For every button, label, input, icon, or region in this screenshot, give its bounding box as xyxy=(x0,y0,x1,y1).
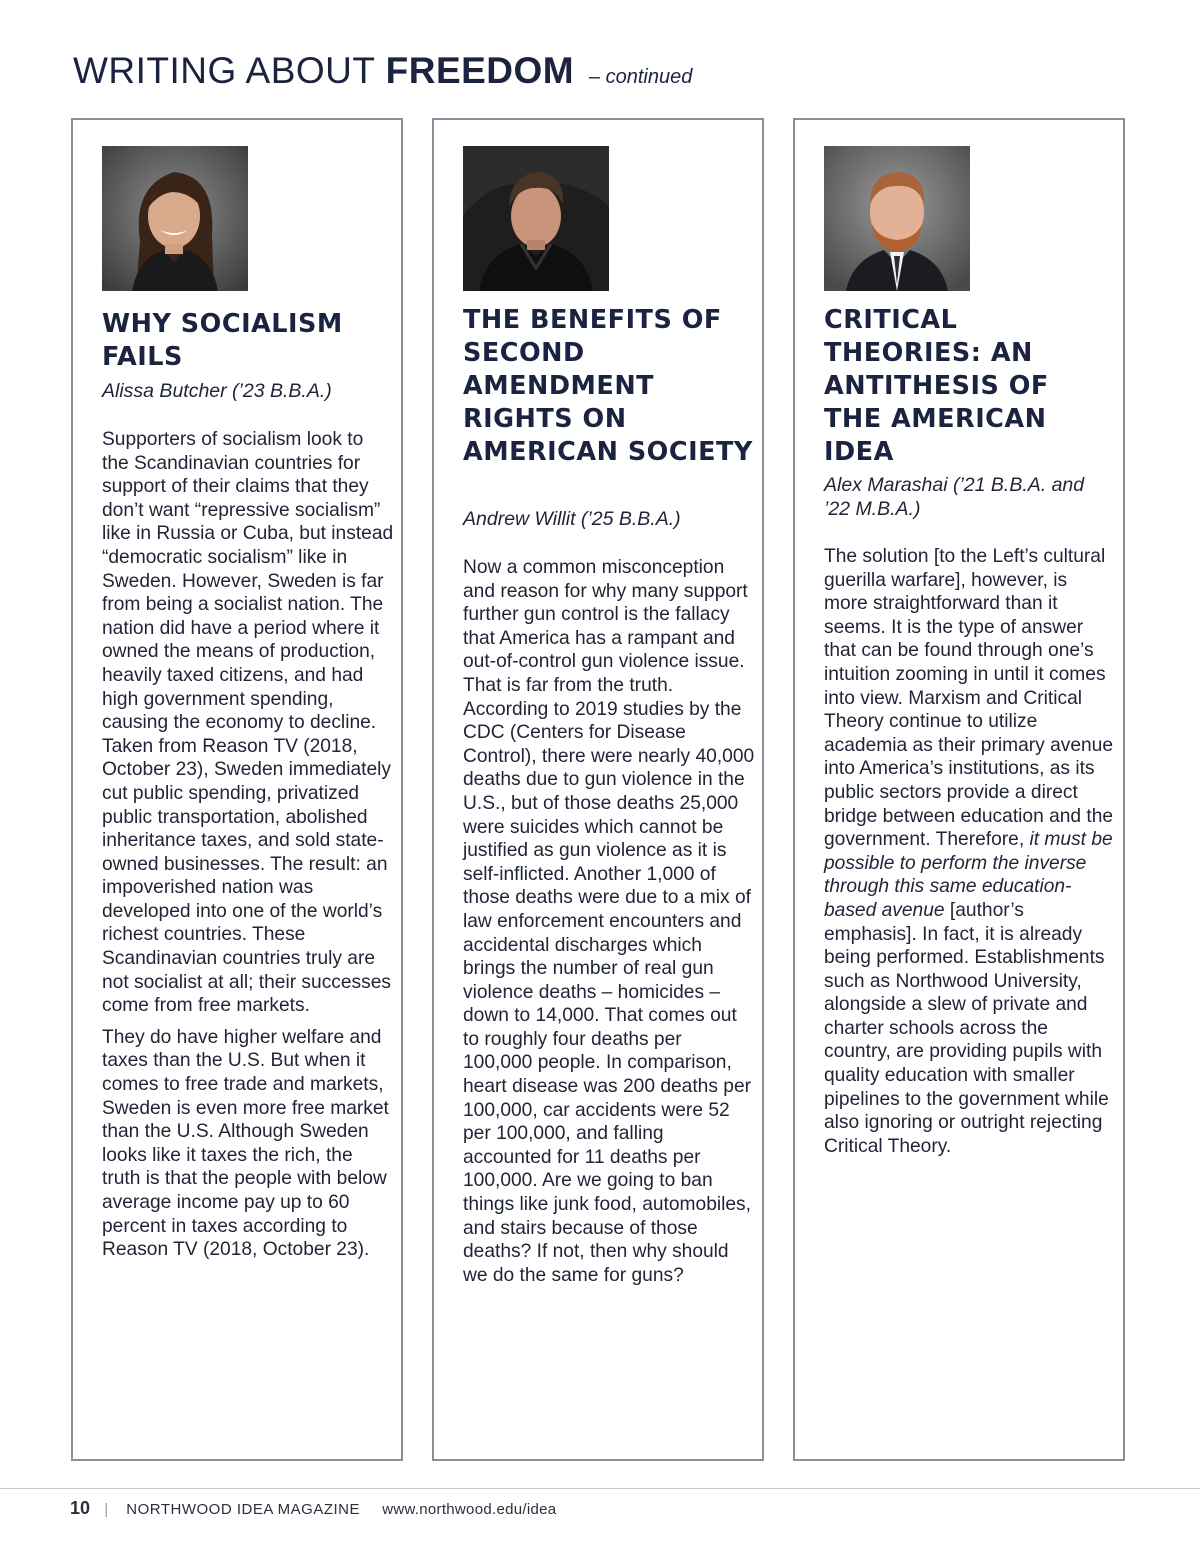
article-title: WHY SOCIALISM FAILS xyxy=(102,309,343,372)
article-title: CRITICAL THEORIES: AN ANTITHESIS OF THE AMERICAN IDEA xyxy=(824,305,1049,467)
article-author: Alex Marashai (’21 B.B.A. and ’22 M.B.A.) xyxy=(824,474,1085,520)
article-author: Andrew Willit (’25 B.B.A.) xyxy=(463,508,681,530)
header-title-bold: FREEDOM xyxy=(385,50,575,91)
article-card-critical-theories xyxy=(793,118,1125,1461)
header-continued: – continued xyxy=(588,66,693,88)
author-photo xyxy=(824,146,970,291)
article-card-socialism xyxy=(71,118,403,1461)
footer-separator: | xyxy=(104,1501,109,1518)
article-paragraph xyxy=(824,545,1116,1158)
article-text: [author’s emphasis]. In fact, it is already being performed. Establishments such as Northwood University, alongside a slew of private and charter schools across the country, are providing pupils with quality education with smaller pipelines to the government while also ignoring or outright rejecting Critical Theory. xyxy=(824,899,1109,1157)
article-body xyxy=(463,556,755,1295)
article-title: THE BENEFITS OF SECOND AMENDMENT RIGHTS ON AMERICAN SOCIETY xyxy=(463,305,753,467)
article-body xyxy=(824,545,1116,1166)
article-text: The solution [to the Left’s cultural guerilla warfare], however, is more straightforward than it seems. It is the type of answer that can be found through one’s intuition zooming in until it comes into view. Marxism and Critical Theory continue to utilize academia as their primary avenue into America’s institutions, as its public sectors provide a direct bridge between education and the government. Therefore, xyxy=(824,546,1114,851)
article-author: Alissa Butcher (’23 B.B.A.) xyxy=(102,380,332,402)
footer-divider xyxy=(0,1488,1200,1489)
article-paragraph: They do have higher welfare and taxes than the U.S. But when it comes to free trade and markets, Sweden is even more free market than the U.S. Although Sweden looks like it taxes the rich, the truth is that the people with below average income pay up to 60 percent in taxes according to Reason TV (2018, October 23). xyxy=(102,1026,389,1261)
magazine-url: www.northwood.edu/idea xyxy=(382,1501,557,1518)
article-emphasis: it must be possible to perform the inverse through this same education-based avenue xyxy=(824,829,1113,921)
page-number: 10 xyxy=(70,1498,91,1518)
article-paragraph: Supporters of socialism look to the Scandinavian countries for support of their claims that they don’t want “repressive socialism” like in Russia or Cuba, but instead “democratic socialism” like in Sweden. However, Sweden is far from being a socialist nation. The nation did have a period where it owned the means of production, heavily taxed citizens, and had high government spending, causing the economy to decline. Taken from Reason TV (2018, October 23), Sweden immediately cut public spending, privatized public transportation, abolished inheritance taxes, and sold state-owned businesses. The result: an impoverished nation was developed into one of the world’s richest countries. These Scandinavian countries truly are not socialist at all; their successes come from free markets. xyxy=(102,429,394,1017)
author-photo xyxy=(102,146,248,291)
header-title-light: WRITING ABOUT xyxy=(73,50,386,91)
article-paragraph: Now a common misconception and reason for why many support further gun control is the fallacy that America has a rampant and out-of-control gun violence issue. That is far from the truth. According to 2019 studies by the CDC (Centers for Disease Control), there were nearly 40,000 deaths due to gun violence in the U.S., but of those deaths 25,000 were suicides which cannot be justified as gun violence as it is self-inflicted. Another 1,000 of those deaths were due to a mix of law enforcement encounters and accidental discharges which brings the number of real gun violence deaths – homicides – down to 14,000. That comes out to roughly four deaths per 100,000 people. In comparison, heart disease was 200 deaths per 100,000, car accidents were 52 per 100,000, and falling accounted for 11 deaths per 100,000. Are we going to ban things like junk food, automobiles, and stairs because of those deaths? If not, then why should we do the same for guns? xyxy=(463,557,755,1286)
page-header xyxy=(73,50,692,92)
page-footer xyxy=(70,1498,556,1519)
magazine-name: NORTHWOOD IDEA MAGAZINE xyxy=(126,1501,361,1518)
author-photo xyxy=(463,146,609,291)
article-body xyxy=(102,428,394,1270)
article-card-second-amendment xyxy=(432,118,764,1461)
